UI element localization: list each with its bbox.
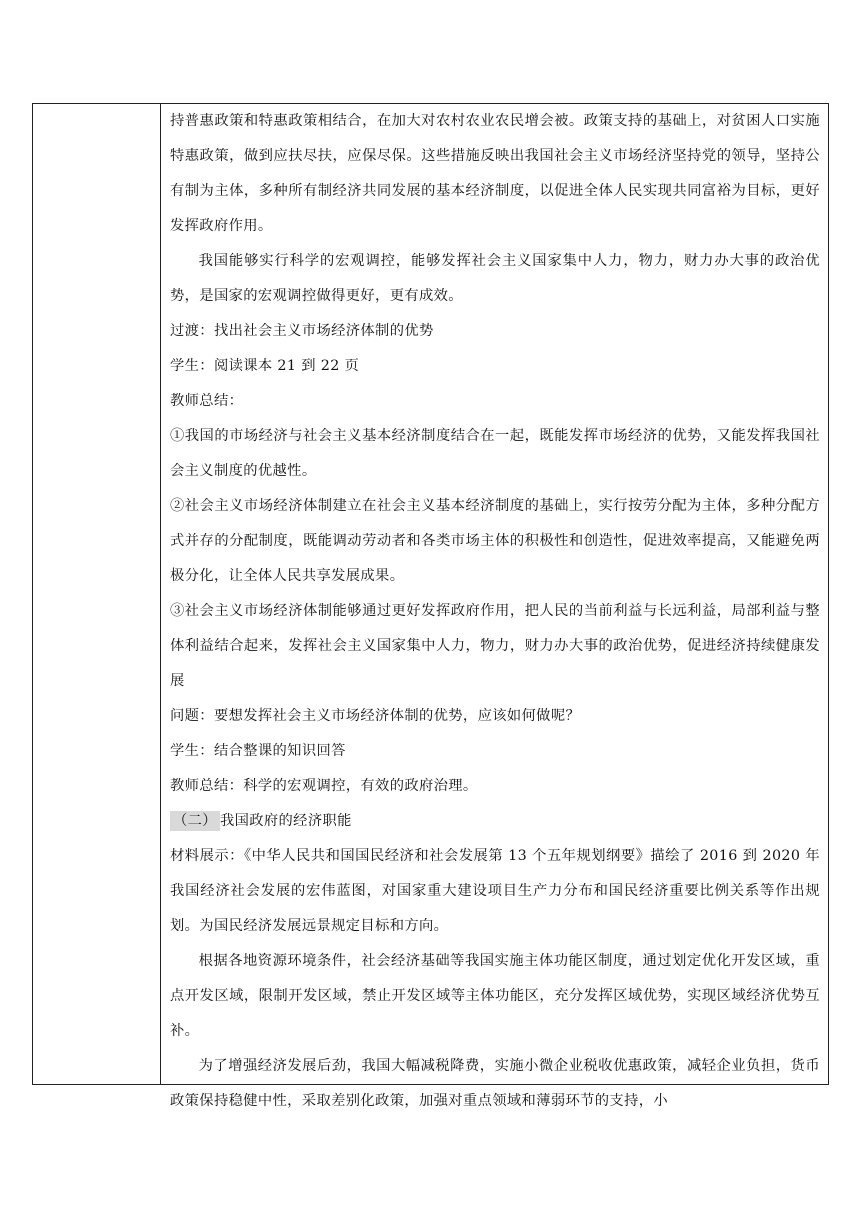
paragraph: 学生：结合整课的知识回答 [170, 743, 346, 759]
content-table [32, 103, 829, 1109]
paragraph: 教师总结： [170, 393, 244, 409]
paragraph: 持普惠政策和特惠政策相结合，在加大对农村农业农民增会被。政策支持的基础上，对贫困人口实施特惠政策，做到应扶尽扶，应保尽保。这些措施反映出我国社会主义市场经济坚持党的领导，坚持公有制为主体，多种所有制经济共同发展的基本经济制度，以促进全体人民实现共同富裕为目标，更好发挥政府作用。 [170, 113, 820, 234]
paragraph: 学生：阅读课本 21 到 22 页 [170, 358, 360, 374]
paragraph: 为了增强经济发展后劲，我国大幅减税降费，实施小微企业税收优惠政策，减轻企业负担，货币政策保持稳健中性，采取差别化政策，加强对重点领域和薄弱环节的支持，小 [170, 1058, 820, 1109]
paragraph: 根据各地资源环境条件，社会经济基础等我国实施主体功能区制度，通过划定优化开发区域，重点开发区域，限制开发区域，禁止开发区域等主体功能区，充分发挥区域优势，实现区域经济优势互补。 [170, 953, 820, 1039]
paragraph: 过渡：找出社会主义市场经济体制的优势 [170, 323, 434, 339]
table-left-cell [33, 104, 161, 1084]
table-right-cell [161, 104, 828, 1109]
paragraph: 材料展示：《中华人民共和国国民经济和社会发展第 13 个五年规划纲要》描绘了 2016 到 2020 年我国经济社会发展的宏伟蓝图，对国家重大建设项目生产力分布和国民经济重要比例关系等作出规划。为国民经济发展远景规定目标和方向。 [170, 848, 820, 934]
section-marker: （二） [170, 811, 220, 831]
paragraph: ③社会主义市场经济体制能够通过更好发挥政府作用，把人民的当前利益与长远利益，局部利益与整体利益结合起来，发挥社会主义国家集中人力，物力，财力办大事的政治优势，促进经济持续健康发展 [170, 603, 820, 689]
section-title: 我国政府的经济职能 [219, 813, 352, 829]
paragraph: 教师总结：科学的宏观调控，有效的政府治理。 [170, 778, 478, 794]
section-heading [170, 804, 820, 839]
paragraph: 我国能够实行科学的宏观调控，能够发挥社会主义国家集中人力，物力，财力办大事的政治优势，是国家的宏观调控做得更好，更有成效。 [170, 253, 820, 304]
paragraph: 问题：要想发挥社会主义市场经济体制的优势，应该如何做呢？ [170, 708, 581, 724]
paragraph: ②社会主义市场经济体制建立在社会主义基本经济制度的基础上，实行按劳分配为主体，多种分配方式并存的分配制度，既能调动劳动者和各类市场主体的积极性和创造性，促进效率提高，又能避免两极分化，让全体人民共享发展成果。 [170, 498, 820, 584]
paragraph: ①我国的市场经济与社会主义基本经济制度结合在一起，既能发挥市场经济的优势，又能发挥我国社会主义制度的优越性。 [170, 428, 820, 479]
